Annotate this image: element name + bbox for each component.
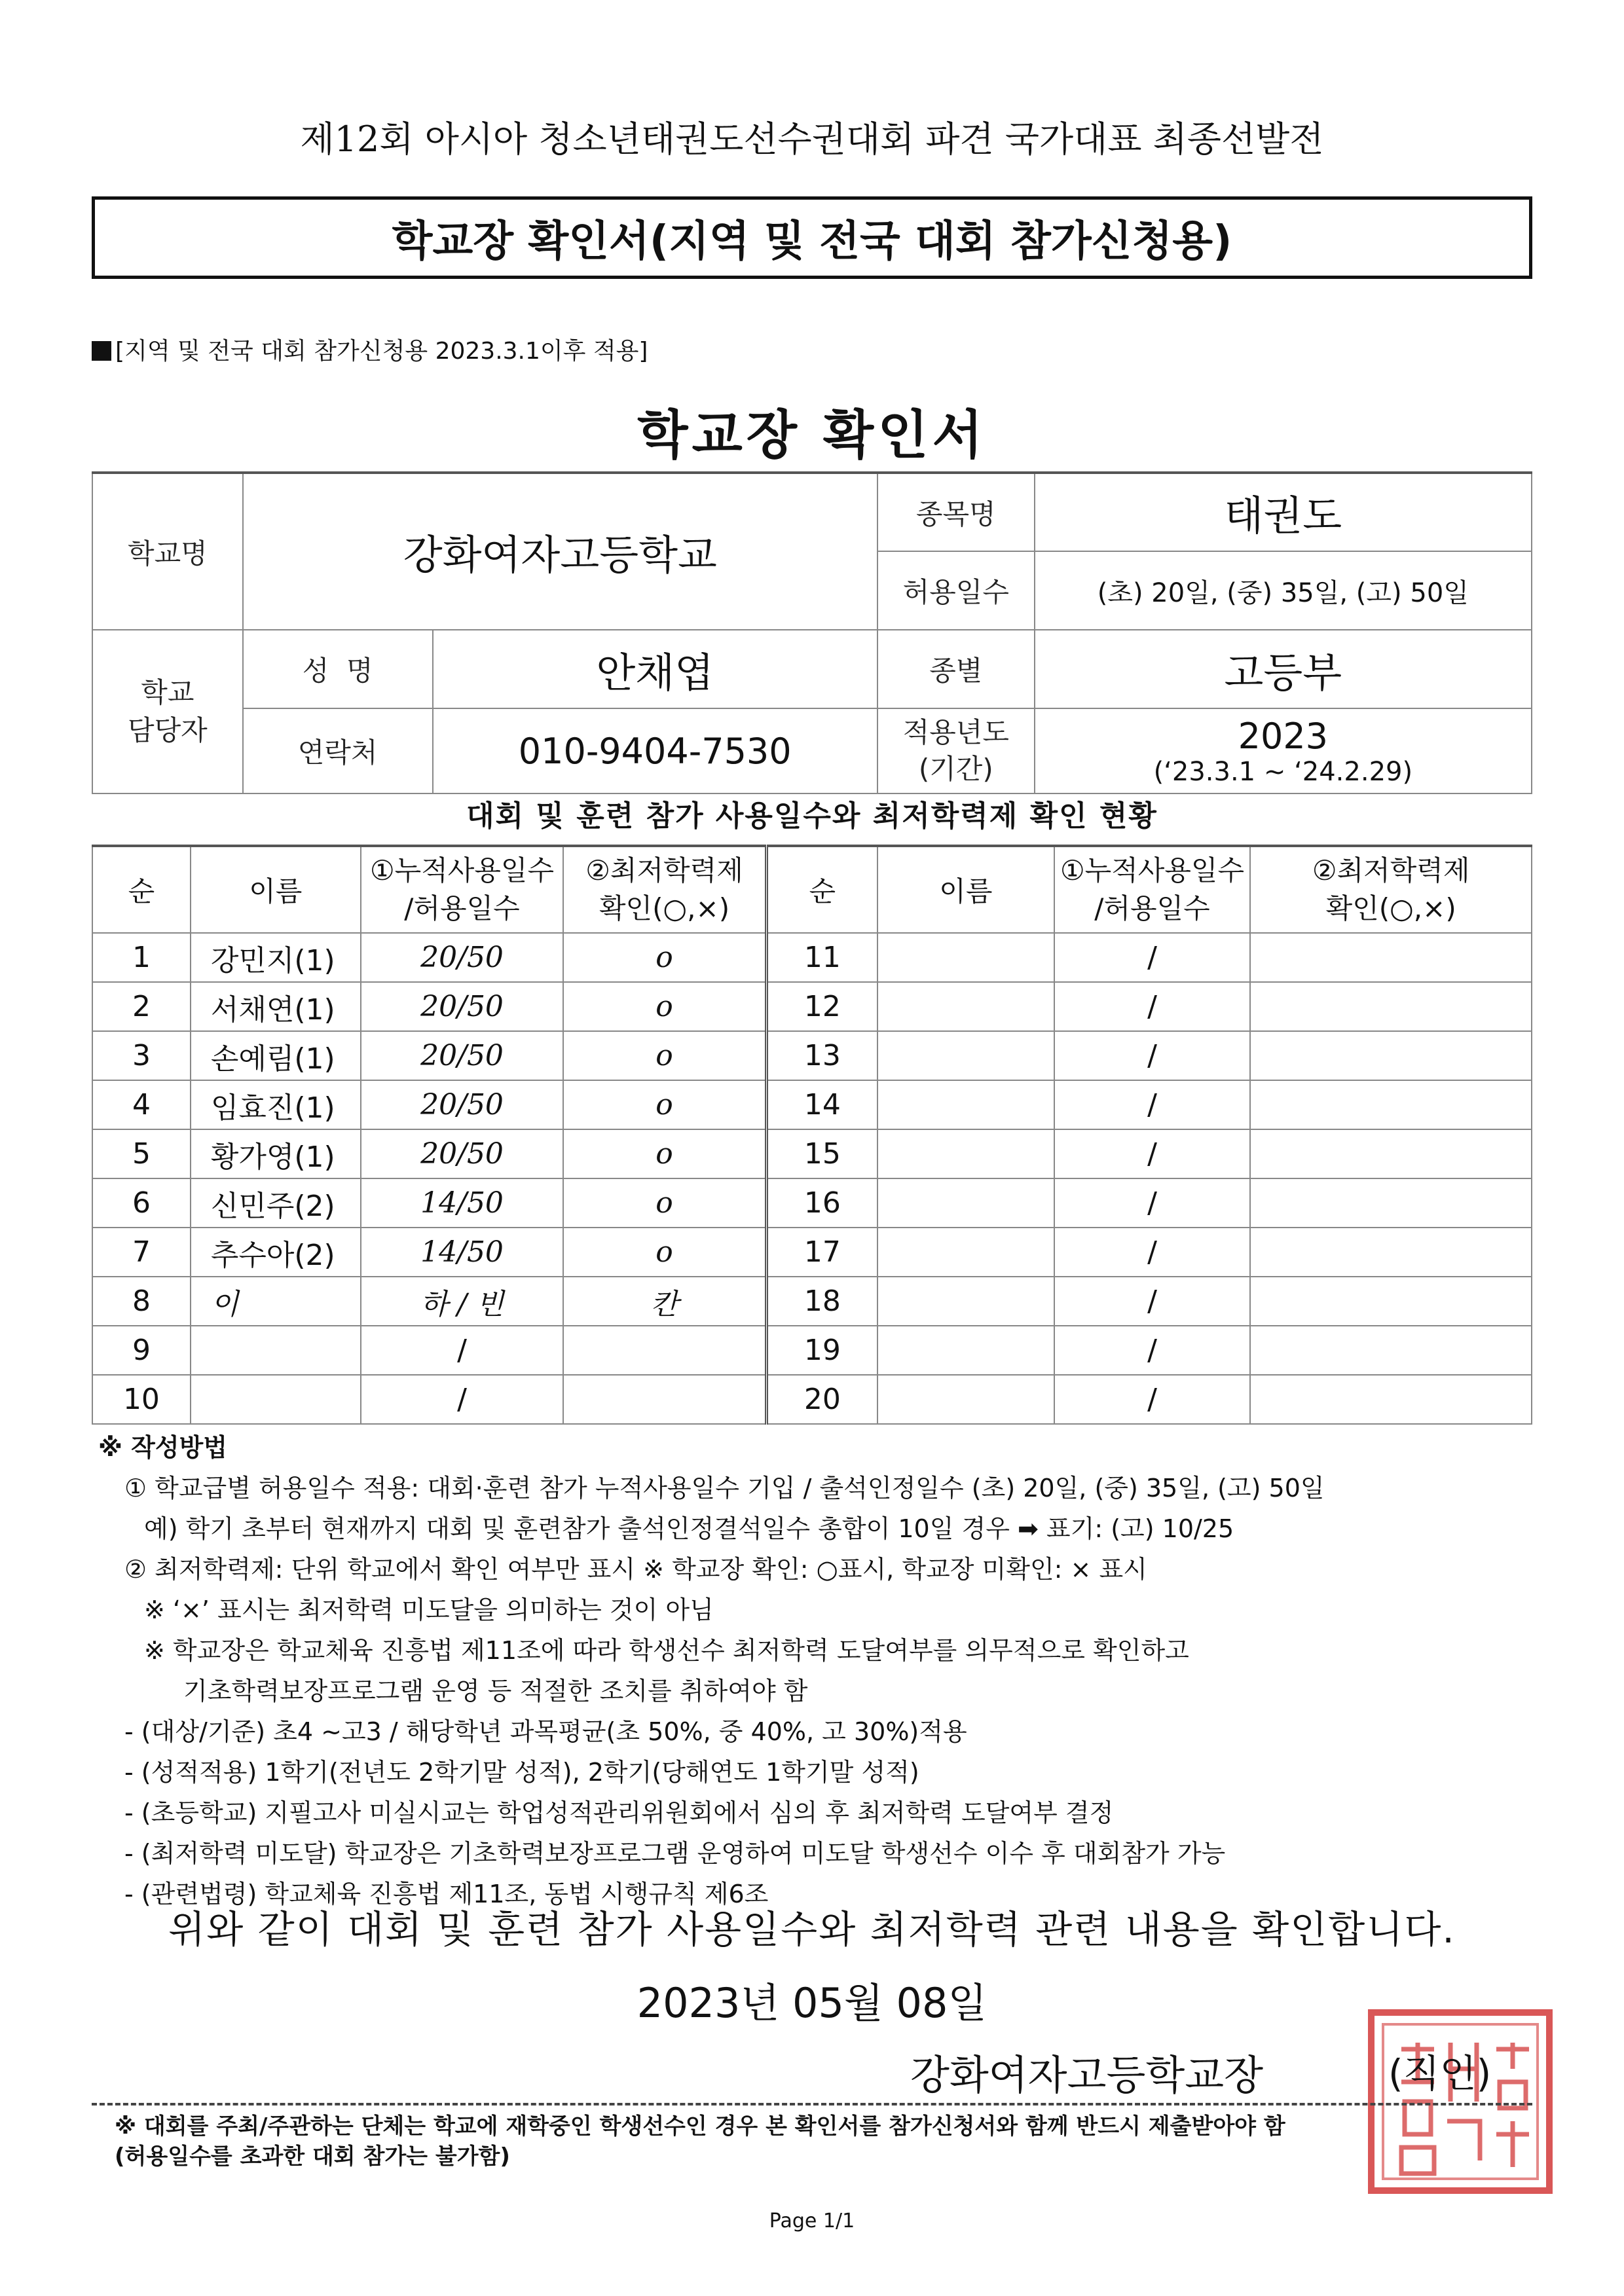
used-days: / — [1054, 933, 1251, 982]
min-academic-check: o — [563, 982, 766, 1031]
usage-table — [92, 845, 1532, 1425]
row-number: 8 — [92, 1277, 191, 1326]
row-number: 19 — [766, 1326, 877, 1375]
student-name — [877, 1326, 1054, 1375]
year-cell — [1035, 708, 1532, 793]
contact-name-label: 성 명 — [243, 630, 433, 708]
usage-heading: 대회 및 훈련 참가 사용일수와 최저학력제 확인 현황 — [466, 799, 1158, 833]
page-number: Page 1/1 — [769, 2210, 855, 2232]
used-days: 하 / 빈 — [361, 1277, 564, 1326]
used-days: / — [1054, 982, 1251, 1031]
min-academic-check — [1250, 1129, 1532, 1178]
min-academic-check — [1250, 1277, 1532, 1326]
row-number: 18 — [766, 1277, 877, 1326]
method-title: ※ 작성방법 — [98, 1433, 228, 1462]
seal-label: (직인) — [1388, 2051, 1492, 2096]
principal-name: 강화여자고등학교장 — [910, 2051, 1264, 2099]
form-title-box — [92, 196, 1532, 279]
min-academic-check — [1250, 1326, 1532, 1375]
table-row — [92, 1228, 1532, 1277]
min-academic-check: o — [563, 1031, 766, 1080]
student-name — [877, 1031, 1054, 1080]
min-academic-check — [1250, 1031, 1532, 1080]
col-min-right: ②최저학력제 확인(○,×) — [1250, 846, 1532, 933]
year-label: 적용년도 (기간) — [877, 708, 1035, 793]
min-academic-check — [1250, 1178, 1532, 1228]
student-name: 추수아(2) — [191, 1228, 361, 1277]
document-title: 학교장 확인서 — [637, 405, 987, 465]
student-name: 신민주(2) — [191, 1178, 361, 1228]
allowed-days-label: 허용일수 — [877, 551, 1035, 630]
table-row — [92, 1080, 1532, 1129]
used-days: 14/50 — [361, 1178, 564, 1228]
row-number: 20 — [766, 1375, 877, 1424]
col-no-left: 순 — [92, 846, 191, 933]
method-section — [98, 1427, 1526, 1914]
sub-note — [92, 333, 648, 366]
division-label: 종별 — [877, 630, 1035, 708]
min-academic-check — [1250, 1228, 1532, 1277]
used-days: 20/50 — [361, 1080, 564, 1129]
confirmation-statement: 위와 같이 대회 및 훈련 참가 사용일수와 최저학력 관련 내용을 확인합니다. — [168, 1907, 1456, 1952]
min-academic-check — [1250, 1375, 1532, 1424]
col-name-left: 이름 — [191, 846, 361, 933]
row-number: 6 — [92, 1178, 191, 1228]
event-title: 제12회 아시아 청소년태권도선수권대회 파견 국가대표 최종선발전 — [300, 118, 1324, 160]
sub-note-text: [지역 및 전국 대회 참가신청용 2023.3.1이후 적용] — [115, 338, 648, 365]
used-days: / — [1054, 1080, 1251, 1129]
min-academic-check: o — [563, 933, 766, 982]
col-name-right: 이름 — [877, 846, 1054, 933]
min-academic-check: o — [563, 1178, 766, 1228]
row-number: 3 — [92, 1031, 191, 1080]
student-name: 손예림(1) — [191, 1031, 361, 1080]
used-days: / — [1054, 1375, 1251, 1424]
row-number: 7 — [92, 1228, 191, 1277]
used-days: / — [1054, 1178, 1251, 1228]
row-number: 12 — [766, 982, 877, 1031]
used-days: / — [361, 1326, 564, 1375]
method-line: - (관련법령) 학교체육 진흥법 제11조, 동법 시행규칙 제6조 — [124, 1880, 769, 1908]
student-name: 이 — [191, 1277, 361, 1326]
method-line: 기초학력보장프로그램 운영 등 적절한 조치를 취하여야 함 — [183, 1677, 808, 1705]
document-date: 2023년 05월 08일 — [637, 1979, 987, 2027]
contact-name-value: 안채엽 — [433, 630, 877, 708]
used-days: / — [1054, 1129, 1251, 1178]
row-number: 9 — [92, 1326, 191, 1375]
col-days-left: ①누적사용일수 /허용일수 — [361, 846, 564, 933]
min-academic-check: o — [563, 1228, 766, 1277]
student-name — [877, 1080, 1054, 1129]
row-number: 1 — [92, 933, 191, 982]
table-row — [92, 1375, 1532, 1424]
used-days: / — [1054, 1326, 1251, 1375]
school-info-table — [92, 471, 1532, 794]
used-days: / — [1054, 1277, 1251, 1326]
col-no-right: 순 — [766, 846, 877, 933]
student-name — [877, 1277, 1054, 1326]
row-number: 13 — [766, 1031, 877, 1080]
contact-group-label: 학교 담당자 — [92, 630, 243, 793]
used-days: / — [1054, 1228, 1251, 1277]
method-line: ※ 학교장은 학교체육 진흥법 제11조에 따라 학생선수 최저학력 도달여부를 의무적으로 확인하고 — [144, 1636, 1189, 1665]
min-academic-check: o — [563, 1129, 766, 1178]
table-row — [92, 1129, 1532, 1178]
row-number: 14 — [766, 1080, 877, 1129]
school-name: 강화여자고등학교 — [243, 473, 877, 630]
method-line: - (초등학교) 지필고사 미실시교는 학업성적관리위원회에서 심의 후 최저학력 도달여부 결정 — [124, 1798, 1114, 1827]
student-name — [877, 1178, 1054, 1228]
min-academic-check — [563, 1375, 766, 1424]
student-name: 강민지(1) — [191, 933, 361, 982]
table-row — [92, 1178, 1532, 1228]
col-min-left: ②최저학력제 확인(○,×) — [563, 846, 766, 933]
used-days: / — [361, 1375, 564, 1424]
min-academic-check — [1250, 1080, 1532, 1129]
min-academic-check — [1250, 982, 1532, 1031]
used-days: 20/50 — [361, 1129, 564, 1178]
used-days: 14/50 — [361, 1228, 564, 1277]
black-square-icon — [92, 341, 111, 361]
row-number: 10 — [92, 1375, 191, 1424]
table-row — [92, 1031, 1532, 1080]
min-academic-check: 칸 — [563, 1277, 766, 1326]
used-days: 20/50 — [361, 1031, 564, 1080]
form-title: 학교장 확인서(지역 및 전국 대회 참가신청용) — [392, 217, 1232, 266]
student-name — [191, 1326, 361, 1375]
table-row — [92, 933, 1532, 982]
min-academic-check: o — [563, 1080, 766, 1129]
sport-value: 태권도 — [1035, 473, 1532, 551]
student-name — [877, 1375, 1054, 1424]
method-line: 예) 학기 초부터 현재까지 대회 및 훈련참가 출석인정결석일수 총합이 10일 경우 ➡ 표기: (고) 10/25 — [144, 1514, 1234, 1543]
contact-phone-value: 010-9404-7530 — [433, 708, 877, 793]
used-days: 20/50 — [361, 982, 564, 1031]
row-number: 17 — [766, 1228, 877, 1277]
sport-label: 종목명 — [877, 473, 1035, 551]
student-name — [877, 933, 1054, 982]
student-name — [877, 1228, 1054, 1277]
method-line: ② 최저학력제: 단위 학교에서 확인 여부만 표시 ※ 학교장 확인: ○표시, 학교장 미확인: × 표시 — [124, 1555, 1147, 1584]
method-line: - (대상/기준) 초4 ~고3 / 해당학년 과목평균(초 50%, 중 40%, 고 30%)적용 — [124, 1717, 967, 1746]
table-row — [92, 1326, 1532, 1375]
method-line: ※ ‘×’ 표시는 최저학력 미도달을 의미하는 것이 아님 — [144, 1595, 714, 1624]
method-line: ① 학교급별 허용일수 적용: 대회·훈련 참가 누적사용일수 기입 / 출석인정일수 (초) 20일, (중) 35일, (고) 50일 — [124, 1474, 1325, 1503]
school-label: 학교명 — [92, 473, 243, 630]
student-name — [877, 1129, 1054, 1178]
table-row — [92, 1277, 1532, 1326]
row-number: 4 — [92, 1080, 191, 1129]
row-number: 2 — [92, 982, 191, 1031]
contact-phone-label: 연락처 — [243, 708, 433, 793]
student-name — [191, 1375, 361, 1424]
period-value: (‘23.3.1 ~ ‘24.2.29) — [1153, 756, 1413, 787]
division-value: 고등부 — [1035, 630, 1532, 708]
student-name — [877, 982, 1054, 1031]
row-number: 16 — [766, 1178, 877, 1228]
year-value: 2023 — [1238, 715, 1329, 757]
used-days: 20/50 — [361, 933, 564, 982]
min-academic-check — [563, 1326, 766, 1375]
row-number: 15 — [766, 1129, 877, 1178]
table-row — [92, 982, 1532, 1031]
allowed-days-value: (초) 20일, (중) 35일, (고) 50일 — [1035, 551, 1532, 630]
footer-note: ※ 대회를 주최/주관하는 단체는 학교에 재학중인 학생선수인 경우 본 확인서를 참가신청서와 함께 반드시 제출받아야 함 (허용일수를 초과한 대회 참가는 불가함) — [115, 2113, 1285, 2170]
footer-divider — [92, 2103, 1532, 2105]
row-number: 11 — [766, 933, 877, 982]
col-days-right: ①누적사용일수 /허용일수 — [1054, 846, 1251, 933]
method-line: - (성적적용) 1학기(전년도 2학기말 성적), 2학기(당해연도 1학기말 성적) — [124, 1758, 919, 1787]
min-academic-check — [1250, 933, 1532, 982]
used-days: / — [1054, 1031, 1251, 1080]
method-line: - (최저학력 미도달) 학교장은 기초학력보장프로그램 운영하여 미도달 학생선수 이수 후 대회참가 가능 — [124, 1839, 1226, 1868]
student-name: 서채연(1) — [191, 982, 361, 1031]
row-number: 5 — [92, 1129, 191, 1178]
student-name: 임효진(1) — [191, 1080, 361, 1129]
student-name: 황가영(1) — [191, 1129, 361, 1178]
